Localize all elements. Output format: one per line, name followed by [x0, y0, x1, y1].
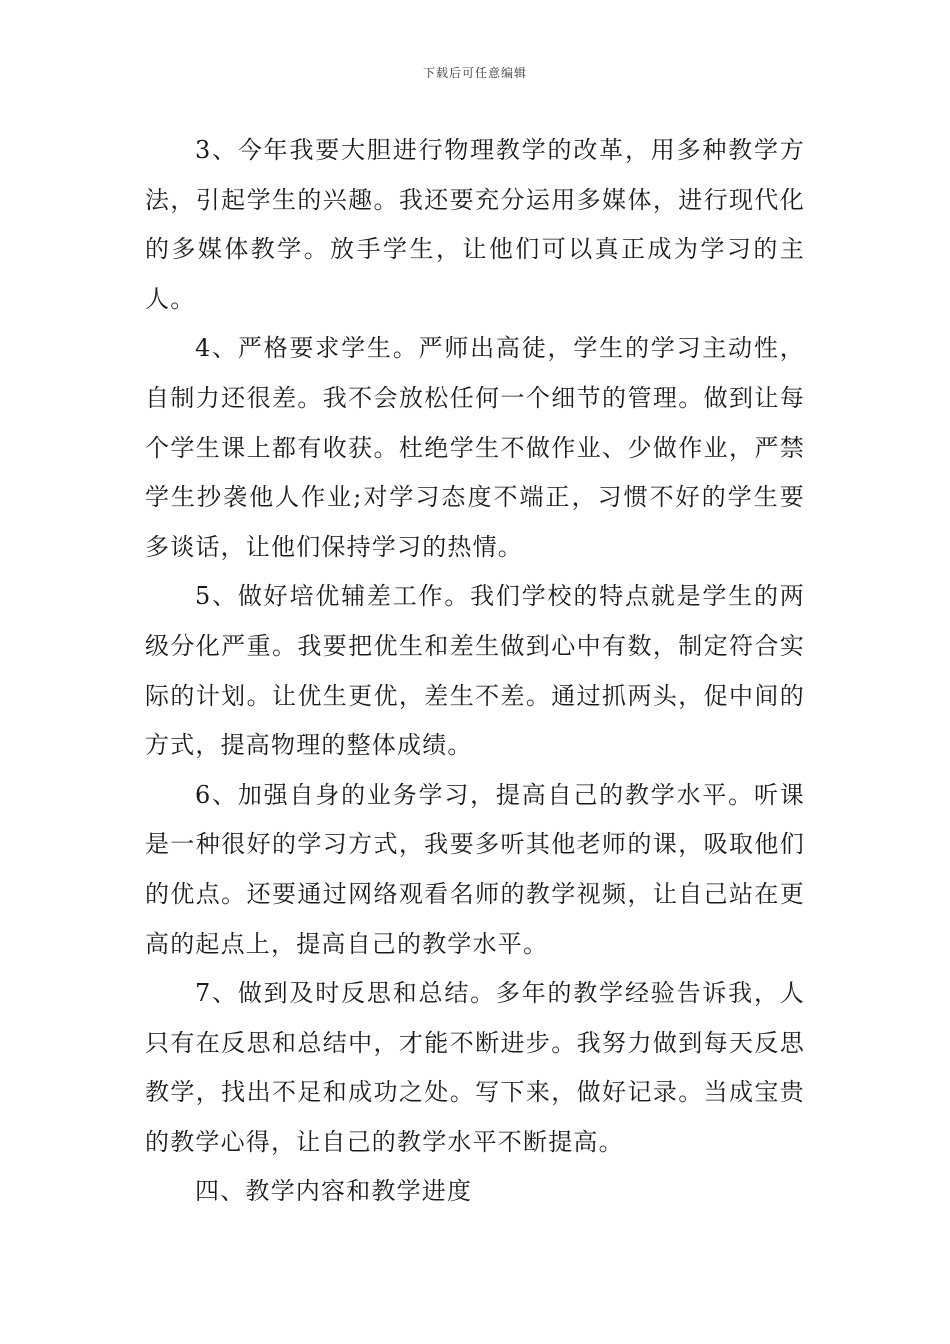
header-note: 下载后可任意编辑: [422, 66, 527, 80]
paragraph-7: 7、做到及时反思和总结。多年的教学经验告诉我，人只有在反思和总结中，才能不断进步。我努力做到每天反思教学，找出不足和成功之处。写下来，做好记录。当成宝贵的教学心得，让自己的教学水平不断提高。: [145, 979, 805, 1156]
paragraph-6: 6、加强自身的业务学习，提高自己的教学水平。听课是一种很好的学习方式，我要多听其他老师的课，吸取他们的优点。还要通过网络观看名师的教学视频，让自己站在更高的起点上，提高自己的教学水平。: [145, 780, 805, 958]
paragraph-3: 3、今年我要大胆进行物理教学的改革，用多种教学方法，引起学生的兴趣。我还要充分运用多媒体，进行现代化的多媒体教学。放手学生，让他们可以真正成为学习的主人。: [145, 136, 805, 313]
section-heading: 四、教学内容和教学进度: [195, 1177, 473, 1206]
document-body: [145, 126, 805, 1217]
paragraph-4: 4、严格要求学生。严师出高徒，学生的学习主动性，自制力还很差。我不会放松任何一个细节的管理。做到让每个学生课上都有收获。杜绝学生不做作业、少做作业，严禁学生抄袭他人作业;对学习态度不端正，习惯不好的学生要多谈话，让他们保持学习的热情。: [145, 334, 805, 561]
paragraph-5: 5、做好培优辅差工作。我们学校的特点就是学生的两级分化严重。我要把优生和差生做到心中有数，制定符合实际的计划。让优生更优，差生不差。通过抓两头，促中间的方式，提高物理的整体成绩。: [145, 582, 805, 760]
